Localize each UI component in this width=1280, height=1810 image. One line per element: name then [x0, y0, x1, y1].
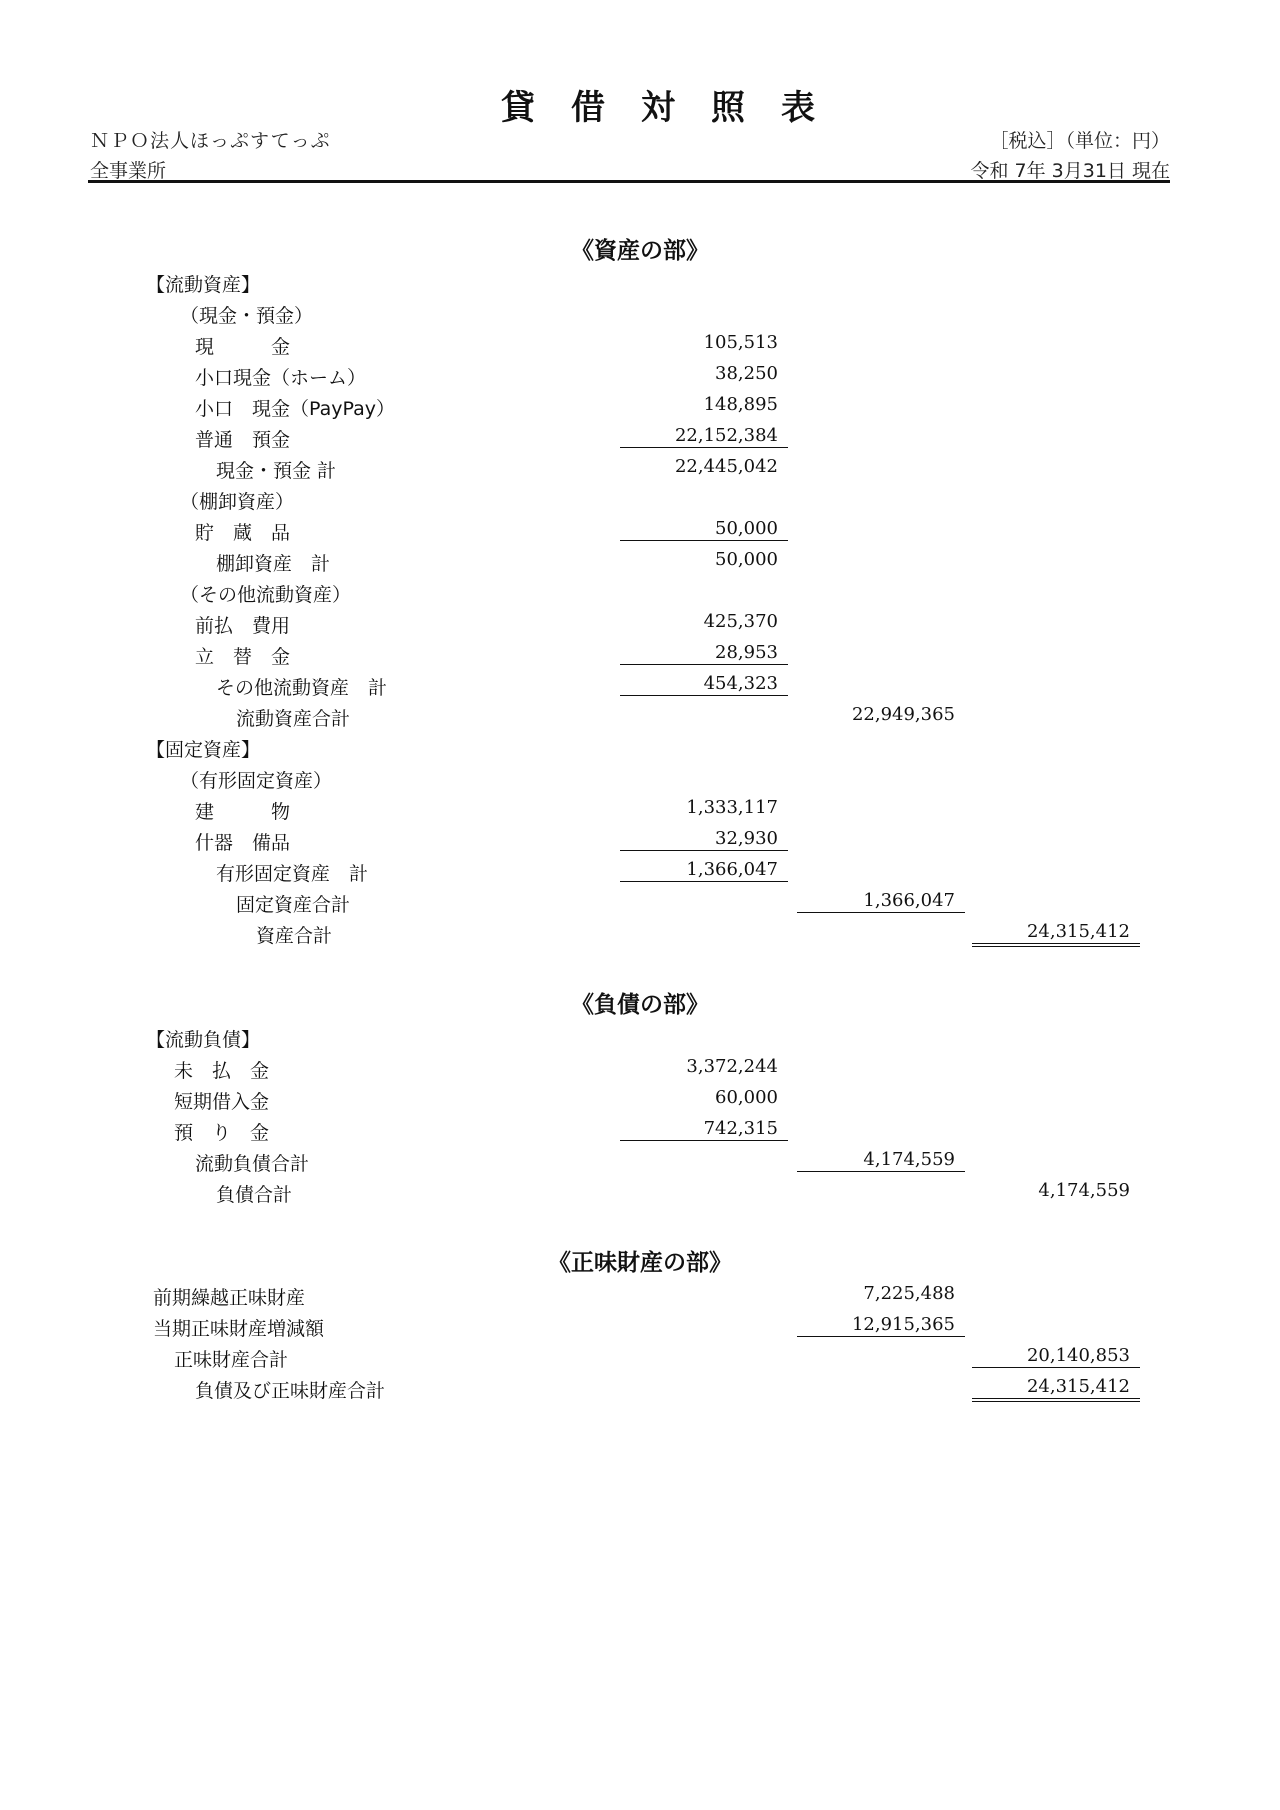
fixed-assets-heading: 【固定資産】 [146, 739, 261, 761]
prepaid-amount: 425,370 [703, 611, 778, 632]
prior-net-assets-amount: 7,225,488 [863, 1283, 955, 1304]
current-liabilities-total-amount: 4,174,559 [797, 1149, 965, 1172]
prepaid-label: 前払 費用 [195, 615, 291, 637]
table-row [0, 453, 1280, 484]
current-assets-heading: 【流動資産】 [146, 274, 261, 296]
table-row [0, 1373, 1280, 1404]
short-loan-label: 短期借入金 [174, 1091, 270, 1113]
cash-total-label: 現金・預金 計 [216, 460, 337, 482]
scope-label: 全事業所 [90, 160, 167, 182]
fixed-assets-total-label: 固定資産合計 [236, 894, 351, 916]
inventory-heading: （棚卸資産） [180, 491, 295, 513]
ordinary-deposit-amount: 22,152,384 [620, 425, 788, 448]
liabilities-section-title: 《負債の部》 [571, 992, 709, 1018]
table-row [0, 391, 1280, 422]
net-assets-total-amount: 20,140,853 [972, 1345, 1140, 1368]
unpaid-label: 未 払 金 [174, 1060, 270, 1082]
table-row [0, 670, 1280, 701]
building-amount: 1,333,117 [686, 797, 778, 818]
other-current-heading-row [0, 577, 1280, 608]
liabilities-total-amount: 4,174,559 [1038, 1180, 1130, 1201]
inventory-heading-row [0, 484, 1280, 515]
cash-heading-row [0, 298, 1280, 329]
table-row [0, 329, 1280, 360]
fixed-assets-heading-row [0, 732, 1280, 763]
current-assets-total-amount: 22,949,365 [851, 704, 955, 725]
tangible-heading: （有形固定資産） [180, 770, 333, 792]
cash-total-amount: 22,445,042 [674, 456, 778, 477]
petty-home-amount: 38,250 [715, 363, 778, 384]
page-title: 貸借対照表 [501, 88, 851, 128]
asset-total-label: 資産合計 [256, 925, 333, 947]
table-row [0, 608, 1280, 639]
petty-paypay-label: 小口 現金（PayPay） [195, 398, 395, 420]
table-row [0, 1311, 1280, 1342]
asset-total-amount: 24,315,412 [972, 921, 1140, 947]
table-row [0, 1115, 1280, 1146]
other-current-total-label: その他流動資産 計 [216, 677, 388, 699]
table-row [0, 639, 1280, 670]
table-row [0, 794, 1280, 825]
table-row [0, 546, 1280, 577]
table-row [0, 825, 1280, 856]
net-assets-change-label: 当期正味財産増減額 [153, 1318, 325, 1340]
table-row [0, 1053, 1280, 1084]
grand-total-label: 負債及び正味財産合計 [195, 1380, 386, 1402]
table-row [0, 1146, 1280, 1177]
stored-goods-label: 貯 蔵 品 [195, 522, 291, 544]
building-label: 建 物 [195, 801, 291, 823]
table-row [0, 887, 1280, 918]
cash-amount: 105,513 [703, 332, 778, 353]
grand-total-amount: 24,315,412 [972, 1376, 1140, 1402]
net-assets-change-amount: 12,915,365 [797, 1314, 965, 1337]
fixtures-amount: 32,930 [620, 828, 788, 851]
deposit-received-amount: 742,315 [620, 1118, 788, 1141]
fixtures-label: 什器 備品 [195, 832, 291, 854]
current-assets-heading-row [0, 267, 1280, 298]
current-liabilities-heading-row [0, 1022, 1280, 1053]
petty-paypay-amount: 148,895 [703, 394, 778, 415]
prior-net-assets-label: 前期繰越正味財産 [153, 1287, 306, 1309]
organization-name: ＮＰＯ法人ほっぷすてっぷ [90, 130, 331, 152]
other-current-total-amount: 454,323 [620, 673, 788, 696]
table-row [0, 515, 1280, 546]
current-liabilities-heading: 【流動負債】 [146, 1029, 261, 1051]
fixed-assets-total-amount: 1,366,047 [797, 890, 965, 913]
stored-goods-amount: 50,000 [620, 518, 788, 541]
table-row [0, 1280, 1280, 1311]
header-rule [88, 180, 1170, 183]
current-assets-total-label: 流動資産合計 [236, 708, 351, 730]
table-row [0, 360, 1280, 391]
table-row [0, 1342, 1280, 1373]
inventory-total-amount: 50,000 [715, 549, 778, 570]
report-date: 令和 7年 3月31日 現在 [970, 160, 1170, 182]
tangible-total-label: 有形固定資産 計 [216, 863, 369, 885]
petty-home-label: 小口現金（ホーム） [195, 367, 367, 389]
short-loan-amount: 60,000 [715, 1087, 778, 1108]
table-row [0, 701, 1280, 732]
net-assets-total-label: 正味財産合計 [174, 1349, 289, 1371]
cash-heading: （現金・預金） [180, 305, 314, 327]
table-row [0, 856, 1280, 887]
ordinary-deposit-label: 普通 預金 [195, 429, 291, 451]
tangible-heading-row [0, 763, 1280, 794]
deposit-received-label: 預 り 金 [174, 1122, 270, 1144]
table-row [0, 1084, 1280, 1115]
tax-unit-label: ［税込］（単位：円） [989, 130, 1170, 152]
assets-section-title: 《資産の部》 [571, 238, 709, 264]
table-row [0, 1177, 1280, 1208]
current-liabilities-total-label: 流動負債合計 [195, 1153, 310, 1175]
table-row [0, 422, 1280, 453]
cash-label: 現 金 [195, 336, 291, 358]
other-current-heading: （その他流動資産） [180, 584, 352, 606]
liabilities-total-label: 負債合計 [216, 1184, 293, 1206]
advance-label: 立 替 金 [195, 646, 291, 668]
unpaid-amount: 3,372,244 [686, 1056, 778, 1077]
net-assets-section-title: 《正味財産の部》 [548, 1250, 732, 1276]
tangible-total-amount: 1,366,047 [620, 859, 788, 882]
inventory-total-label: 棚卸資産 計 [216, 553, 331, 575]
table-row [0, 918, 1280, 949]
advance-amount: 28,953 [620, 642, 788, 665]
